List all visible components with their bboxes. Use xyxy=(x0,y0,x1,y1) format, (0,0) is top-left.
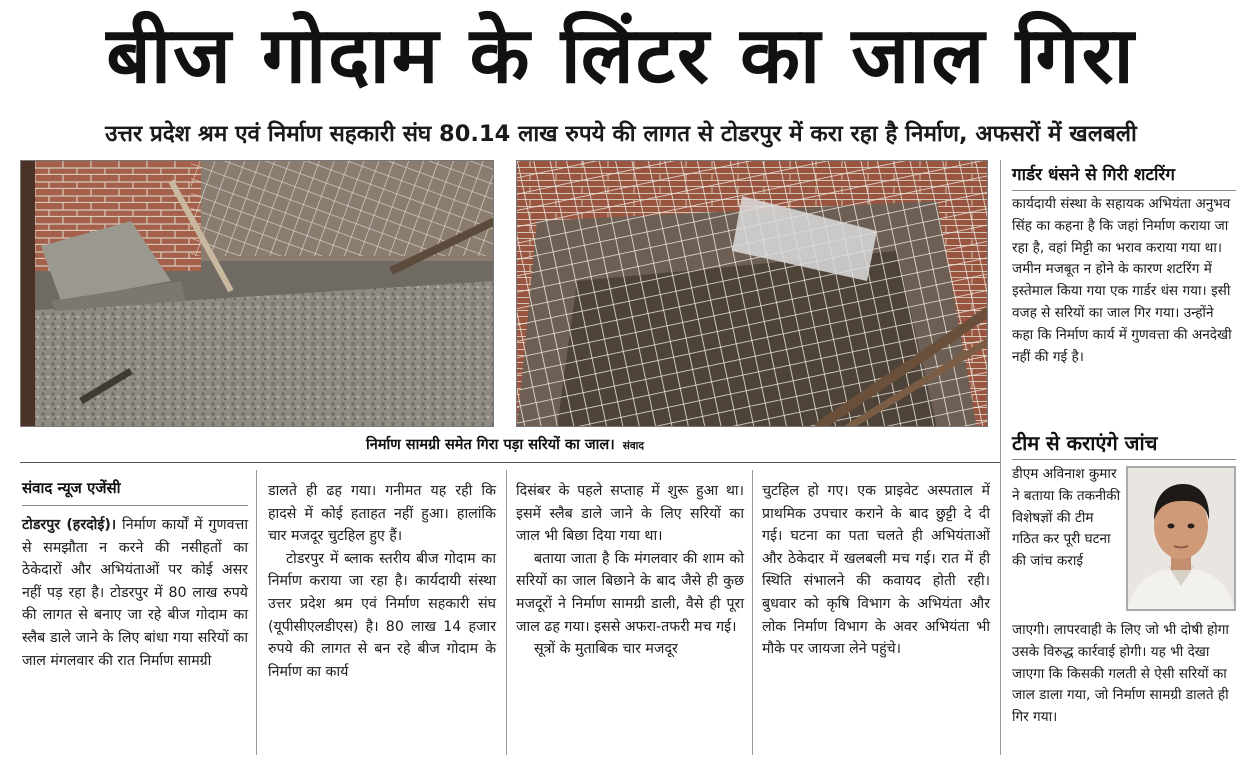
sidebar-heading-rule xyxy=(1012,459,1236,460)
dateline: टोडरपुर (हरदोई)। xyxy=(22,517,117,533)
article-column-1 xyxy=(22,514,248,754)
sidebar-text-inquiry: डीएम अविनाश कुमार ने बताया कि तकनीकी विशेषज्ञों की टीम गठित कर पूरी घटना की जांच कराई xyxy=(1012,466,1121,570)
article-paragraph: सूत्रों के मुताबिक चार मजदूर xyxy=(534,641,678,658)
sidebar-heading-girder: गार्डर धंसने से गिरी शटरिंग xyxy=(1012,165,1175,185)
article-paragraph: चुटहिल हो गए। एक प्राइवेट अस्पताल में प्राथमिक उपचार कराने के बाद छुट्टी दे दी गई। घटना का पता चलते ही अभियंताओं और ठेकेदार में खलबली मच गई। रात में ही स्थिति संभालने की कवायद होती रही। बुधवार को कृषि विभाग के अभियंता और लोक निर्माण विभाग के अवर अभियंता भी मौके पर जायजा लेने पहुंचे। xyxy=(762,483,990,658)
article-paragraph: टोडरपुर में ब्लाक स्तरीय बीज गोदाम का निर्माण कराया जा रहा है। कार्यदायी संस्था उत्तर प्रदेश श्रम एवं निर्माण सहकारी संघ (यूपीसीएलडीएस) है। 80 लाख 14 हजार रुपये की लागत से बन रहे बीज गोदाम के निर्माण का कार्य xyxy=(268,550,496,680)
article-column-3 xyxy=(516,480,744,755)
article-paragraph: बताया जाता है कि मंगलवार की शाम को सरियों का जाल बिछाने के बाद जैसे ही कुछ मजदूरों ने निर्माण सामग्री डाली, वैसे ही पूरा जाल ढह गया। इससे अफरा-तफरी मच गई। xyxy=(516,550,744,635)
portrait-photo xyxy=(1126,466,1236,611)
photo-caption xyxy=(20,430,990,460)
byline: संवाद न्यूज एजेंसी xyxy=(22,479,121,497)
column-divider xyxy=(256,470,257,755)
sidebar-divider xyxy=(1000,160,1001,755)
column-divider xyxy=(506,470,507,755)
article-column-4 xyxy=(762,480,990,755)
article-text: निर्माण कार्यों में गुणवत्ता से समझौता न करने की नसीहतों का ठेकेदारों और अभियंताओं पर कोई असर नहीं पड़ रहा है। टोडरपुर में 80 लाख रुपये की लागत से बनाए जा रहे बीज गोदाम का स्लैब डाले जाने के लिए बांधा गया सरियों का जाल मंगलवार की रात निर्माण सामग्री xyxy=(22,517,248,669)
body-top-rule xyxy=(20,462,1000,463)
article-paragraph: डालते ही ढह गया। गनीमत यह रही कि हादसे में कोई हताहत नहीं हुआ। हालांकि चार मजदूर चुटहिल हुए हैं। xyxy=(268,483,496,545)
caption-text: निर्माण सामग्री समेत गिरा पड़ा सरियों का जाल। xyxy=(366,437,615,453)
photo-sunken-mesh xyxy=(516,160,988,427)
headline: बीज गोदाम के लिंटर का जाल गिरा xyxy=(106,11,1136,101)
sidebar-heading-rule xyxy=(1012,190,1236,191)
article-column-2 xyxy=(268,480,496,755)
photo-collapsed-debris xyxy=(20,160,494,427)
sidebar-heading-inquiry: टीम से कराएंगे जांच xyxy=(1012,431,1158,455)
subheadline: उत्तर प्रदेश श्रम एवं निर्माण सहकारी संघ 80.14 लाख रुपये की लागत से टोडरपुर में करा रहा है निर्माण, अफसरों में खलबली xyxy=(105,121,1137,147)
article-paragraph: दिसंबर के पहले सप्ताह में शुरू हुआ था। इसमें स्लैब डाले जाने के लिए सरियों का जाल भी बिछा दिया गया था। xyxy=(516,483,744,545)
column-divider xyxy=(752,470,753,755)
sidebar-text-inquiry-cont: जाएगी। लापरवाही के लिए जो भी दोषी होगा उसके विरुद्ध कार्रवाई होगी। यह भी देखा जाएगा कि किसकी गलती से ऐसी सरियों का जाल डाला गया, जो निर्माण सामग्री डालते ही गिर गया। xyxy=(1012,622,1229,726)
caption-credit: संवाद xyxy=(622,440,644,452)
byline-rule xyxy=(22,505,248,506)
sidebar-text-girder: कार्यदायी संस्था के सहायक अभियंता अनुभव सिंह का कहना है कि जहां निर्माण कराया जा रहा है, वहां मिट्टी का भराव कराया गया था। जमीन मजबूत न होने के कारण शटरिंग में इस्तेमाल किया गया एक गार्डर धंस गया। इसी वजह से सरियों का जाल गिर गया। उन्होंने कहा कि निर्माण कार्य में गुणवत्ता की अनदेखी नहीं की गई है। xyxy=(1012,196,1232,365)
